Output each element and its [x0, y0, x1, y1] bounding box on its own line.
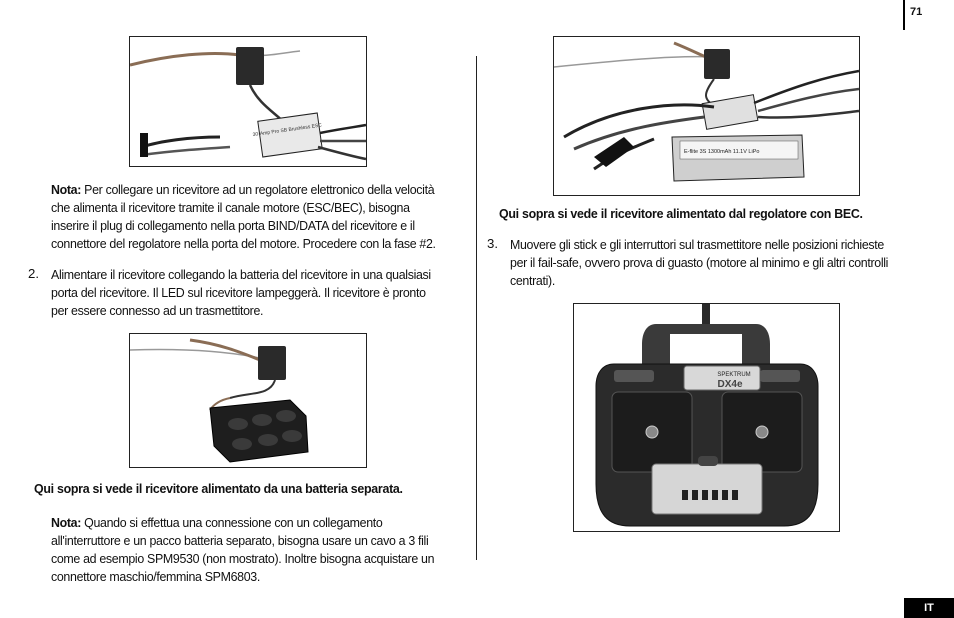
svg-text:E-flite 3S 1300mAh 11.1V LiPo: E-flite 3S 1300mAh 11.1V LiPo [684, 149, 760, 155]
lower-panel [652, 464, 762, 514]
page-number-rule [903, 0, 905, 30]
step-3-text: Muovere gli stick e gli interruttori sul trasmettitore nelle posizioni richieste per il fail-safe, ovvero prova di guasto (motore al minimo e gli altri controlli centrati). [510, 237, 889, 288]
receiver-esc-illustration [130, 37, 366, 166]
svg-text:SPEKTRUM: SPEKTRUM [717, 372, 751, 378]
note-label: Nota: [51, 182, 82, 197]
step-3-number: 3. [487, 236, 498, 251]
receiver-unit [704, 49, 730, 79]
power-switch [698, 456, 718, 466]
receiver-battery-illustration [130, 334, 366, 467]
receiver-unit [236, 47, 264, 85]
battery-pack [210, 400, 308, 462]
receiver-esc-lipo-illustration [554, 37, 859, 195]
lipo-battery [672, 135, 804, 181]
note-esc-bec: Nota: Per collegare un ricevitore ad un regolatore elettronico della velocità che alimenta il ricevitore tramite il canale motore (ESC/BEC), bisogna inserire il plug di collegamento nella porta BIND/DATA del ricevitore e il connettore del regolatore nella porta del motore. Procedere con la fase #2. [51, 182, 436, 251]
receiver-unit [258, 346, 286, 380]
column-divider [476, 56, 477, 560]
photo-transmitter [573, 303, 840, 532]
photo-receiver-esc-lipo [553, 36, 860, 196]
language-tab: IT [904, 598, 954, 618]
note-switch-harness: Nota: Quando si effettua una connessione con un collegamento all'interruttore e un pacco batteria separato, bisogna usare un cavo a 3 fili come ad esempio SPM9530 (non mostrato). Inoltre bisogna acquistare un connettore maschio/femmina SPM6803. [51, 515, 435, 584]
photo-receiver-battery [129, 333, 367, 468]
photo-receiver-esc [129, 36, 367, 167]
step-2-number: 2. [28, 266, 39, 281]
transmitter-illustration [574, 304, 839, 531]
svg-text:30-Amp Pro SB Brushless ESC: 30-Amp Pro SB Brushless ESC [252, 122, 323, 139]
svg-text:DX4e: DX4e [717, 379, 743, 390]
esc-unit [702, 95, 758, 130]
note-label: Nota: [51, 515, 82, 530]
step-2-text: Alimentare il ricevitore collegando la batteria del ricevitore in una qualsiasi porta del ricevitore. Il LED sul ricevitore lampeggerà. Il ricevitore è pronto per essere connesso ad un trasmettitore. [51, 267, 431, 318]
caption-separate-battery: Qui sopra si vede il ricevitore alimentato da una batteria separata. [34, 481, 403, 496]
page-number: 71 [910, 6, 923, 18]
caption-esc-bec: Qui sopra si vede il ricevitore alimentato dal regolatore con BEC. [499, 206, 863, 221]
